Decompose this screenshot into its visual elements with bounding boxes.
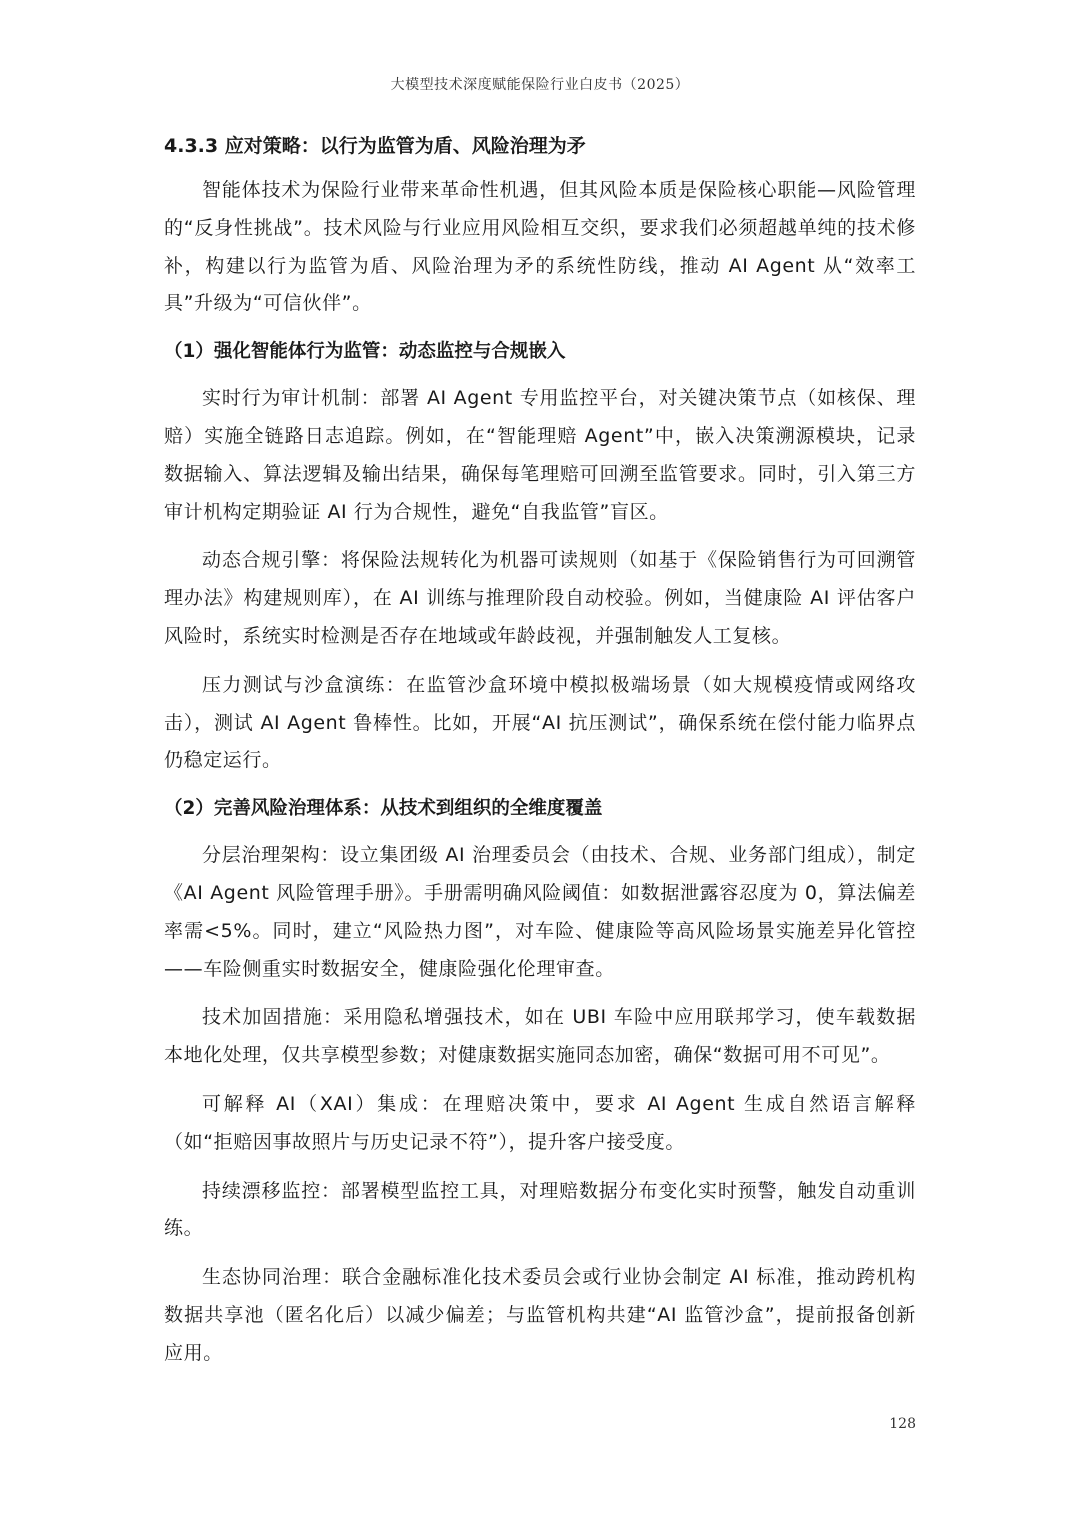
paragraph-drift-monitoring: 持续漂移监控：部署模型监控工具，对理赔数据分布变化实时预警，触发自动重训练。 xyxy=(164,1179,916,1240)
paragraph-ecosystem-governance: 生态协同治理：联合金融标准化技术委员会或行业协会制定 AI 标准，推动跨机构数据共享池（匿名化后）以减少偏差；与监管机构共建“AI 监管沙盒”，提前报备创新应用。 xyxy=(164,1266,916,1364)
subsection-heading-behavior-supervision: （1）强化智能体行为监管：动态监控与合规嵌入 xyxy=(164,341,566,363)
paragraph-realtime-audit: 实时行为审计机制：部署 AI Agent 专用监控平台，对关键决策节点（如核保、理赔）实施全链路日志追踪。例如，在“智能理赔 Agent”中，嵌入决策溯源模块，记录数据输入、算法逻辑及输出结果，确保每笔理赔可回溯至监管要求。同时，引入第三方审计机构定期验证 AI 行为合规性，避免“自我监管”盲区。 xyxy=(164,387,916,523)
paragraph-technical-hardening: 技术加固措施：采用隐私增强技术，如在 UBI 车险中应用联邦学习，使车载数据本地化处理，仅共享模型参数；对健康数据实施同态加密，确保“数据可用不可见”。 xyxy=(164,1006,916,1067)
subsection-heading-risk-governance: （2）完善风险治理体系：从技术到组织的全维度覆盖 xyxy=(164,798,603,820)
section-title: 4.3.3 应对策略：以行为监管为盾、风险治理为矛 xyxy=(164,135,586,157)
paragraph-layered-governance: 分层治理架构：设立集团级 AI 治理委员会（由技术、合规、业务部门组成），制定《AI Agent 风险管理手册》。手册需明确风险阈值：如数据泄露容忍度为 0，算法偏差率需<5%。同时，建立“风险热力图”，对车险、健康险等高风险场景实施差异化管控——车险侧重实时数据安全，健康险强化伦理审查。 xyxy=(164,844,916,980)
paragraph-dynamic-compliance: 动态合规引擎：将保险法规转化为机器可读规则（如基于《保险销售行为可回溯管理办法》构建规则库），在 AI 训练与推理阶段自动校验。例如，当健康险 AI 评估客户风险时，系统实时检测是否存在地域或年龄歧视，并强制触发人工复核。 xyxy=(164,549,916,647)
running-header: 大模型技术深度赋能保险行业白皮书（2025） xyxy=(390,77,690,93)
document-body xyxy=(164,128,916,1384)
paragraph-explainable-ai: 可解释 AI（XAI）集成：在理赔决策中，要求 AI Agent 生成自然语言解释（如“拒赔因事故照片与历史记录不符”），提升客户接受度。 xyxy=(164,1092,916,1153)
section-intro-paragraph: 智能体技术为保险行业带来革命性机遇，但其风险本质是保险核心职能—风险管理的“反身性挑战”。技术风险与行业应用风险相互交织，要求我们必须超越单纯的技术修补，构建以行为监管为盾、风险治理为矛的系统性防线，推动 AI Agent 从“效率工具”升级为“可信伙伴”。 xyxy=(164,179,916,315)
paragraph-stress-test: 压力测试与沙盒演练：在监管沙盒环境中模拟极端场景（如大规模疫情或网络攻击），测试 AI Agent 鲁棒性。比如，开展“AI 抗压测试”，确保系统在偿付能力临界点仍稳定运行。 xyxy=(164,673,916,772)
page-number: 128 xyxy=(889,1416,916,1432)
